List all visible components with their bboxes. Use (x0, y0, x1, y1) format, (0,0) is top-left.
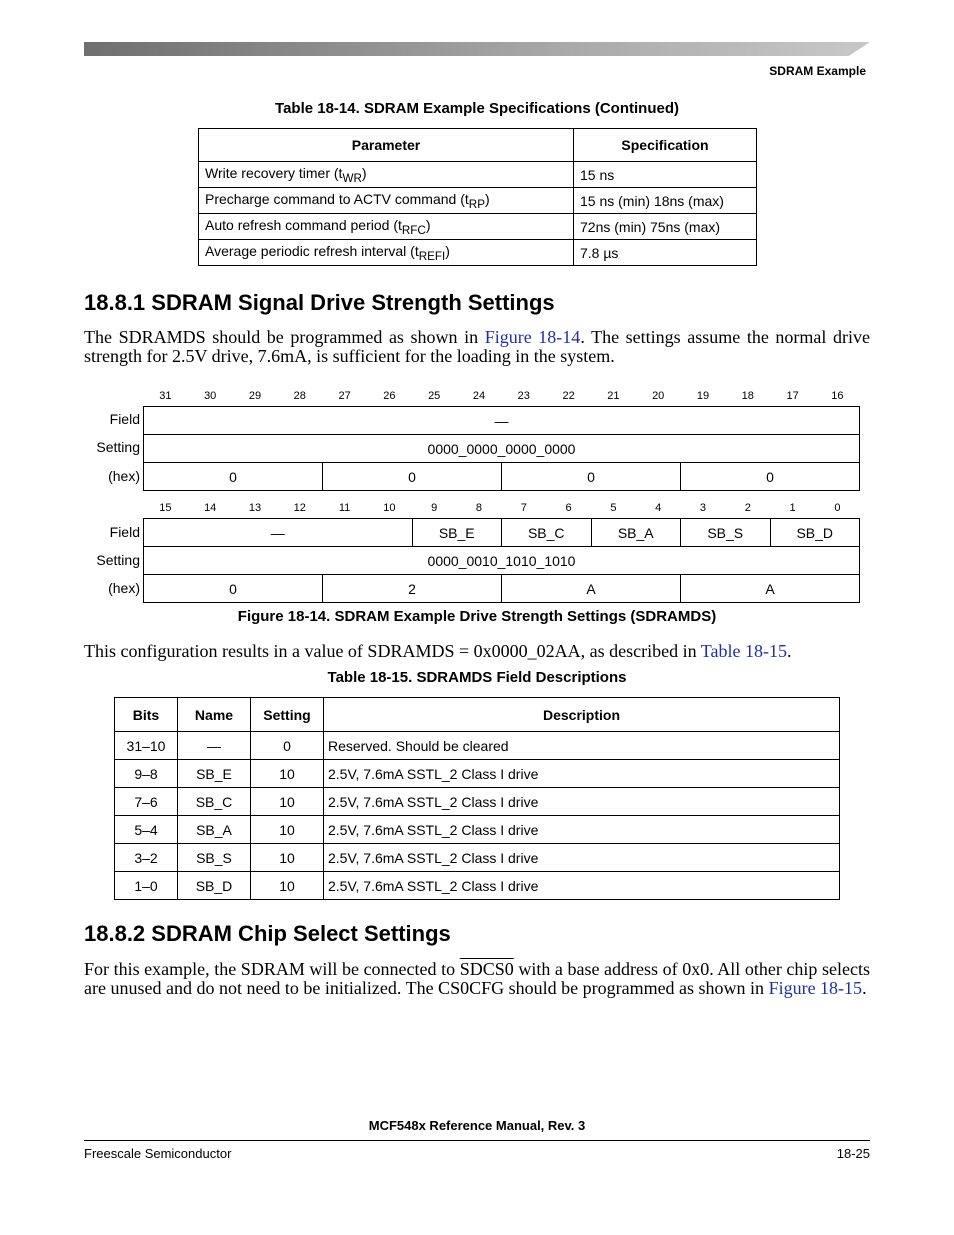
table-row (115, 760, 840, 788)
table15-name-cell: SB_E (178, 760, 251, 788)
bit-number: 11 (338, 502, 351, 514)
table15-header-description: Description (324, 698, 840, 732)
bit-number: 2 (744, 502, 751, 514)
register-field-sb-c: SB_C (502, 519, 592, 547)
register-upper-half (143, 406, 860, 491)
register-lower-hex-digit: 2 (323, 575, 502, 603)
bit-number: 15 (159, 502, 172, 514)
table-row (199, 214, 757, 240)
bit-number: 30 (204, 390, 217, 402)
drive-strength-paragraph: The SDRAMDS should be programmed as shown in Figure 18-14. The settings assume the normal drive strength for 2.5V drive, 7.6mA, is sufficient for the loading in the system. (84, 327, 870, 366)
bit-number: 0 (834, 502, 841, 514)
bit-number: 27 (338, 390, 351, 402)
figure-18-15-link[interactable]: Figure 18-15 (768, 978, 863, 998)
table15-name-cell: SB_S (178, 844, 251, 872)
sdcs0-signal: SDCS0 (459, 959, 514, 979)
table15-description-cell: 2.5V, 7.6mA SSTL_2 Class I drive (324, 844, 840, 872)
table15-bits-cell: 31–10 (115, 732, 178, 760)
table14-caption: Table 18-14. SDRAM Example Specifications (Continued) (275, 100, 679, 117)
table14-spec: 15 ns (574, 162, 757, 188)
bit-number: 4 (655, 502, 662, 514)
table14-spec: 7.8 µs (574, 240, 757, 266)
table15-name-cell: SB_D (178, 872, 251, 900)
table14-header-specification: Specification (574, 129, 757, 162)
bit-number: 25 (428, 390, 441, 402)
register-label-hex: (hex) (108, 468, 140, 484)
table15-description-cell: 2.5V, 7.6mA SSTL_2 Class I drive (324, 816, 840, 844)
register-lower-setting: 0000_0010_1010_1010 (144, 547, 860, 575)
bit-number: 12 (293, 502, 306, 514)
table15-name-cell: — (178, 732, 251, 760)
table14-spec: 15 ns (min) 18ns (max) (574, 188, 757, 214)
register-lower-half (143, 518, 860, 603)
table14-param: Auto refresh command period $(t_{RFC})$ (199, 214, 574, 240)
bit-number: 28 (293, 390, 306, 402)
table15-setting-cell: 10 (251, 788, 324, 816)
bit-number: 19 (696, 390, 710, 402)
bit-number: 7 (520, 502, 527, 514)
table15-setting-cell: 10 (251, 816, 324, 844)
table-row (115, 844, 840, 872)
table15-bits-cell: 7–6 (115, 788, 178, 816)
bit-number: 8 (475, 502, 483, 514)
table15-description-cell: 2.5V, 7.6mA SSTL_2 Class I drive (324, 788, 840, 816)
table15-description-cell: Reserved. Should be cleared (324, 732, 840, 760)
bit-number: 24 (472, 390, 486, 402)
register-field-sb-e: SB_E (412, 519, 502, 547)
table15-setting-cell: 10 (251, 872, 324, 900)
table15-setting-cell: 10 (251, 844, 324, 872)
table15-name-cell: SB_C (178, 788, 251, 816)
header-bar (84, 42, 870, 56)
figure-18-14-link[interactable]: Figure 18-14 (484, 327, 581, 347)
table15-description-cell: 2.5V, 7.6mA SSTL_2 Class I drive (324, 872, 840, 900)
table15-description-cell: 2.5V, 7.6mA SSTL_2 Class I drive (324, 760, 840, 788)
bit-number: 26 (383, 390, 396, 402)
chip-select-paragraph: For this example, the SDRAM will be connected to SDCS0 with a base address of 0x0. All other chip selects are unused and do not need to be initialized. The CS0CFG should be programmed as shown in Figure 18-15. (84, 959, 870, 998)
table-18-15-link[interactable]: Table 18-15 (700, 641, 787, 661)
figure-18-14-caption: Figure 18-14. SDRAM Example Drive Strength Settings (SDRAMDS) (237, 608, 717, 625)
register-lower-hex-digit: A (681, 575, 860, 603)
bit-number: 20 (652, 390, 665, 402)
bit-number: 21 (607, 390, 620, 402)
table14 (198, 128, 757, 266)
register-field-sb-d: SB_D (770, 519, 860, 547)
table15-bits-cell: 9–8 (115, 760, 178, 788)
bit-number: 5 (610, 502, 617, 514)
config-paragraph: This configuration results in a value of SDRAMDS = 0x0000_02AA, as described in Table 18-15. (84, 641, 792, 661)
footer-company: Freescale Semiconductor (84, 1146, 232, 1161)
footer-rule (84, 1140, 870, 1141)
register-label-setting: Setting (96, 552, 140, 568)
table-row (199, 188, 757, 214)
register-upper-hex-digit: 0 (144, 463, 323, 491)
register-label-setting: Setting (96, 439, 140, 455)
table15-setting-cell: 0 (251, 732, 324, 760)
bit-number: 29 (248, 390, 262, 402)
table15-header-name: Name (178, 698, 251, 732)
register-lower-hex-digit: A (502, 575, 681, 603)
bit-number: 3 (699, 502, 707, 514)
table-row (115, 788, 840, 816)
register-lower-hex-digit: 0 (144, 575, 323, 603)
bit-number: 16 (831, 390, 844, 402)
footer-manual-title: MCF548x Reference Manual, Rev. 3 (368, 1118, 586, 1133)
register-label-field: Field (109, 411, 140, 427)
bit-number: 23 (517, 390, 530, 402)
table15 (114, 697, 840, 900)
table-row (199, 240, 757, 266)
table-row (115, 732, 840, 760)
table-row (115, 872, 840, 900)
register-field-sb-a: SB_A (591, 519, 681, 547)
table14-param: Average periodic refresh interval $(t_{REFI})$ (199, 240, 574, 266)
register-label-hex: (hex) (108, 580, 140, 596)
table15-header-setting: Setting (251, 698, 324, 732)
table-row (199, 162, 757, 188)
table15-bits-cell: 3–2 (115, 844, 178, 872)
running-head: SDRAM Example (769, 64, 866, 78)
table15-header-bits: Bits (115, 698, 178, 732)
table15-bits-cell: 5–4 (115, 816, 178, 844)
register-field-sb-s: SB_S (681, 519, 771, 547)
bit-number: 31 (159, 390, 172, 402)
register-field-reserved: — (144, 519, 413, 547)
bit-number: 6 (565, 502, 572, 514)
table14-param: Precharge command to ACTV command $(t_{RP})$ (199, 188, 574, 214)
bit-number: 18 (741, 390, 754, 402)
table14-header-parameter: Parameter (199, 129, 574, 162)
register-upper-setting: 0000_0000_0000_0000 (144, 435, 860, 463)
table15-setting-cell: 10 (251, 760, 324, 788)
register-upper-hex-digit: 0 (323, 463, 502, 491)
bit-number: 1 (789, 502, 796, 514)
table-row (115, 816, 840, 844)
table14-spec: 72ns (min) 75ns (max) (574, 214, 757, 240)
bit-number: 22 (562, 390, 575, 402)
bit-number: 13 (248, 502, 262, 514)
register-upper-hex-digit: 0 (502, 463, 681, 491)
table14-param: Write recovery timer $(t_{WR})$ (199, 162, 574, 188)
bit-number: 9 (431, 502, 438, 514)
bit-number: 14 (204, 502, 217, 514)
bit-number: 10 (383, 502, 396, 514)
section-heading-drive-strength: 18.8.1 SDRAM Signal Drive Strength Settings (84, 290, 555, 315)
table15-bits-cell: 1–0 (115, 872, 178, 900)
section-heading-chip-select: 18.8.2 SDRAM Chip Select Settings (84, 921, 451, 946)
footer-page-number: 18-25 (836, 1146, 870, 1161)
register-upper-field: — (144, 407, 860, 435)
register-label-field: Field (109, 524, 140, 540)
bit-number: 17 (786, 390, 799, 402)
table15-caption: Table 18-15. SDRAMDS Field Descriptions (327, 669, 627, 686)
register-upper-hex-digit: 0 (681, 463, 860, 491)
table15-name-cell: SB_A (178, 816, 251, 844)
